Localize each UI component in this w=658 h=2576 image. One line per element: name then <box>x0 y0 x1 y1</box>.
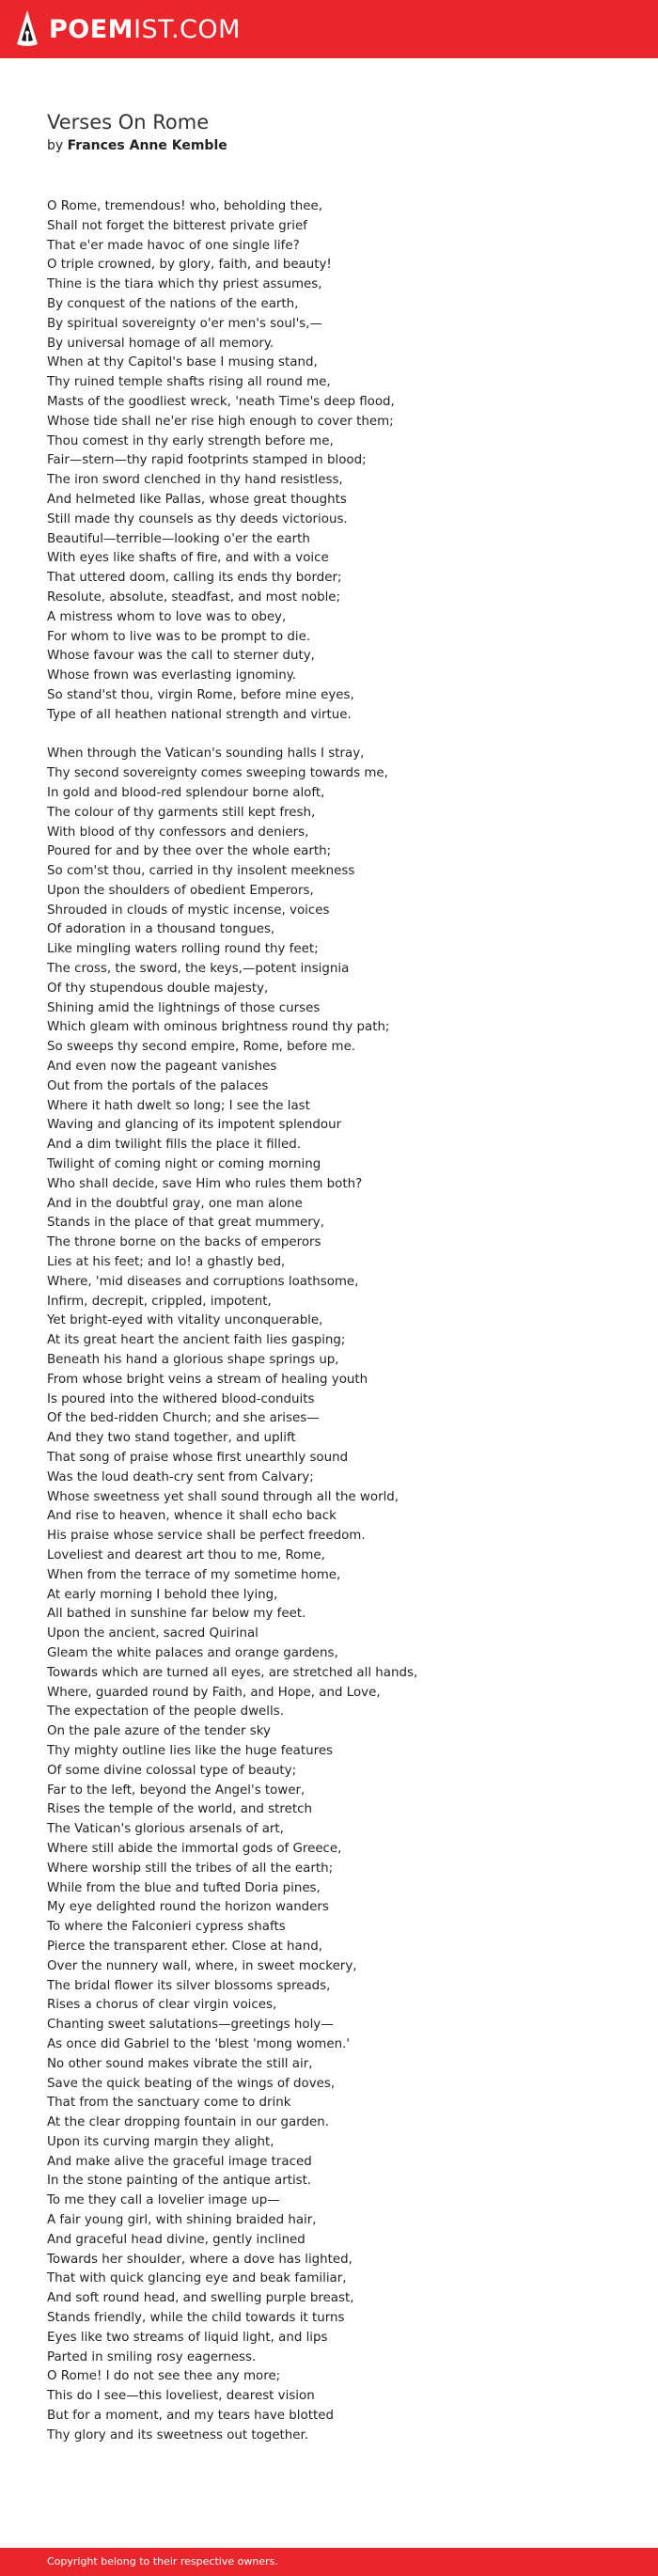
poem-line: Over the nunnery wall, where, in sweet mockery, <box>47 1958 357 1973</box>
poem-line: Beneath his hand a glorious shape springs up, <box>47 1353 339 1368</box>
poem-line: Where worship still the tribes of all the earth; <box>47 1861 334 1876</box>
poem-line: Gleam the white palaces and orange gardens, <box>47 1645 338 1660</box>
poem-line: Where, guarded round by Faith, and Hope, and Love, <box>47 1685 381 1700</box>
poem-line: Yet bright-eyed with vitality unconquerable, <box>47 1313 323 1328</box>
poem-line: When through the Vatican's sounding halls I stray, <box>47 746 365 762</box>
poem-line: To where the Falconieri cypress shafts <box>47 1920 286 1935</box>
poem-line: Masts of the goodliest wreck, 'neath Time's deep flood, <box>47 394 395 409</box>
poem-line: Which gleam with ominous brightness round thy path; <box>47 1020 390 1035</box>
site-footer <box>0 2548 658 2576</box>
poem-line: Where, 'mid diseases and corruptions loathsome, <box>47 1274 359 1289</box>
poem-line: Lies at his feet; and lo! a ghastly bed, <box>47 1255 286 1270</box>
poem-line: Whose frown was everlasting ignominy. <box>47 668 297 683</box>
poem-line: Who shall decide, save Him who rules them both? <box>47 1176 363 1191</box>
poem-line: Beautiful—terrible—looking o'er the earth <box>47 531 310 546</box>
poem-line: Rises a chorus of clear virgin voices, <box>47 1998 277 2013</box>
poem-line: Type of all heathen national strength and virtue. <box>47 707 352 722</box>
poem-line: And a dim twilight fills the place it filled. <box>47 1138 301 1153</box>
poem-line: That from the sanctuary come to drink <box>47 2096 291 2111</box>
poem-line: And even now the pageant vanishes <box>47 1060 277 1075</box>
poem-line: So com'st thou, carried in thy insolent meekness <box>47 864 355 879</box>
poem-line: In the stone painting of the antique artist. <box>47 2174 312 2189</box>
poem-line: Thy mighty outline lies like the huge features <box>47 1743 334 1758</box>
poem-line: Of thy stupendous double majesty, <box>47 981 269 996</box>
poem-line: When at thy Capitol's base I musing stand, <box>47 355 318 370</box>
brand-bold: POEM <box>49 14 134 44</box>
poem-line: Shining amid the lightnings of those curses <box>47 1000 321 1015</box>
poem-line: A fair young girl, with shining braided hair, <box>47 2213 317 2228</box>
poem-line: As once did Gabriel to the 'blest 'mong women.' <box>47 2036 350 2051</box>
poem-line: Resolute, absolute, steadfast, and most noble; <box>47 589 341 605</box>
poem-line: Still made thy counsels as thy deeds victorious. <box>47 511 348 526</box>
poem-line: Like mingling waters rolling round thy feet; <box>47 942 319 957</box>
poem-line: Out from the portals of the palaces <box>47 1078 269 1093</box>
poem-line: With eyes like shafts of fire, and with a voice <box>47 551 329 566</box>
poem-line: Poured for and by thee over the whole earth; <box>47 844 332 859</box>
poem-line: Thy second sovereignty comes sweeping towards me, <box>47 766 388 781</box>
poem-line: That song of praise whose first unearthly sound <box>47 1451 349 1465</box>
poem-line: The bridal flower its silver blossoms spreads, <box>47 1978 331 1993</box>
poem-line: Fair—stern—thy rapid footprints stamped in blood; <box>47 453 367 468</box>
poem-line: Twilight of coming night or coming morning <box>47 1157 321 1172</box>
poem-line: The Vatican's glorious arsenals of art, <box>47 1822 284 1837</box>
stanza-break <box>47 726 630 746</box>
poem-line: And make alive the graceful image traced <box>47 2154 312 2169</box>
poem-line: The iron sword clenched in thy hand resistless, <box>47 473 343 488</box>
poem-line: At its great heart the ancient faith lies gasping; <box>47 1333 346 1348</box>
byline-prefix: by <box>47 138 64 153</box>
poem-title: Verses On Rome <box>47 111 210 134</box>
poem-line: My eye delighted round the horizon wanders <box>47 1900 329 1915</box>
poem-line: Loveliest and dearest art thou to me, Rome, <box>47 1547 325 1563</box>
poem-line: O Rome! I do not see thee any more; <box>47 2369 281 2384</box>
poem-line: And graceful head divine, gently inclined <box>47 2232 306 2247</box>
poem-line: Upon the shoulders of obedient Emperors, <box>47 883 314 898</box>
poem-line: The throne borne on the backs of emperors <box>47 1235 321 1250</box>
poem-line: To me they call a lovelier image up— <box>47 2193 280 2208</box>
poem-line: Eyes like two streams of liquid light, and lips <box>47 2330 328 2345</box>
poem-line: Towards her shoulder, where a dove has lighted, <box>47 2252 352 2267</box>
poem-line: In gold and blood-red splendour borne aloft, <box>47 785 325 800</box>
poem-line: On the pale azure of the tender sky <box>47 1724 271 1739</box>
poem-line: And they two stand together, and uplift <box>47 1431 296 1446</box>
poem-line: Whose tide shall ne'er rise high enough to cover them; <box>47 414 394 429</box>
byline <box>47 136 630 155</box>
poem-line: Where still abide the immortal gods of Greece, <box>47 1841 342 1856</box>
poem-line: Whose favour was the call to sterner duty, <box>47 649 315 664</box>
poem-line: By conquest of the nations of the earth, <box>47 296 299 311</box>
poem-line: His praise whose service shall be perfect freedom. <box>47 1529 366 1544</box>
poem-line: Waving and glancing of its impotent splendour <box>47 1118 342 1133</box>
poem-line: And rise to heaven, whence it shall echo back <box>47 1509 337 1524</box>
poem-line: That e'er made havoc of one single life? <box>47 238 300 253</box>
brand-light: IST.COM <box>133 14 241 44</box>
poem-line: Where it hath dwelt so long; I see the last <box>47 1098 310 1113</box>
poem-line: Thou comest in thy early strength before me, <box>47 433 334 448</box>
poem-line: Parted in smiling rosy eagerness. <box>47 2349 257 2364</box>
poem-line: Whose sweetness yet shall sound through all the world, <box>47 1489 400 1504</box>
poem-line: Of some divine colossal type of beauty; <box>47 1763 297 1778</box>
poem-body <box>47 197 630 2446</box>
poem-line: Is poured into the withered blood-conduits <box>47 1391 315 1406</box>
poem-line: Pierce the transparent ether. Close at hand, <box>47 1939 322 1954</box>
poem-line: Infirm, decrepit, crippled, impotent, <box>47 1294 272 1309</box>
poem-line: This do I see—this loveliest, dearest vision <box>47 2389 315 2404</box>
poem-line: And in the doubtful gray, one man alone <box>47 1196 303 1211</box>
poem-line: Save the quick beating of the wings of doves, <box>47 2076 336 2091</box>
poem-line: The colour of thy garments still kept fresh, <box>47 805 316 820</box>
site-logo[interactable] <box>49 14 241 44</box>
poem-line: A mistress whom to love was to obey, <box>47 609 287 624</box>
poem-line: Stands in the place of that great mummery, <box>47 1216 324 1231</box>
poem-line: At the clear dropping fountain in our garden. <box>47 2115 329 2130</box>
poem-line: Rises the temple of the world, and stretch <box>47 1802 312 1817</box>
poem-line: By spiritual sovereignty o'er men's soul's,— <box>47 316 322 331</box>
poem-line: And helmeted like Pallas, whose great thoughts <box>47 492 347 507</box>
poem-line: With blood of thy confessors and deniers, <box>47 825 309 840</box>
poem-line: O triple crowned, by glory, faith, and beauty! <box>47 258 332 273</box>
poem-line: Was the loud death-cry sent from Calvary; <box>47 1469 314 1484</box>
poem-line: So sweeps thy second empire, Rome, before me. <box>47 1040 356 1055</box>
poem-content <box>47 109 630 2446</box>
poem-line: Shall not forget the bitterest private grief <box>47 218 307 233</box>
site-header <box>0 0 658 58</box>
poem-line: While from the blue and tufted Doria pines, <box>47 1880 321 1895</box>
poem-line: That uttered doom, calling its ends thy border; <box>47 571 342 586</box>
poem-line: That with quick glancing eye and beak familiar, <box>47 2271 347 2286</box>
poem-line: Of adoration in a thousand tongues, <box>47 922 275 937</box>
poem-line: Thine is the tiara which thy priest assumes, <box>47 277 322 292</box>
poem-line: Thy glory and its sweetness out together. <box>47 2427 309 2442</box>
poem-line: At early morning I behold thee lying, <box>47 1587 278 1602</box>
stanza <box>47 745 630 2445</box>
poem-line: By universal homage of all memory. <box>47 336 274 351</box>
poem-line: O Rome, tremendous! who, beholding thee, <box>47 199 322 213</box>
poem-line: All bathed in sunshine far below my feet. <box>47 1607 306 1622</box>
poem-line: Shrouded in clouds of mystic incense, voices <box>47 903 330 918</box>
poem-line: Stands friendly, while the child towards it turns <box>47 2311 345 2326</box>
poem-line: For whom to live was to be prompt to die. <box>47 629 311 644</box>
poem-line: Upon its curving margin they alight, <box>47 2134 274 2149</box>
poem-line: Towards which are turned all eyes, are stretched all hands, <box>47 1665 418 1680</box>
poem-line: So stand'st thou, virgin Rome, before mine eyes, <box>47 687 354 702</box>
poem-line: The expectation of the people dwells. <box>47 1704 284 1720</box>
pen-nib-icon[interactable] <box>15 8 39 50</box>
copyright-notice: Copyright belong to their respective owners. <box>47 2555 278 2568</box>
poem-line: The cross, the sword, the keys,—potent insignia <box>47 962 350 977</box>
poem-line: Thy ruined temple shafts rising all round me, <box>47 375 331 390</box>
poem-line: When from the terrace of my sometime home, <box>47 1567 341 1582</box>
poem-line: Far to the left, beyond the Angel's tower, <box>47 1783 306 1798</box>
poem-line: No other sound makes vibrate the still air, <box>47 2056 313 2071</box>
poem-line: Upon the ancient, sacred Quirinal <box>47 1626 258 1641</box>
poem-line: And soft round head, and swelling purple breast, <box>47 2291 354 2306</box>
author-link[interactable]: Frances Anne Kemble <box>67 138 227 153</box>
poem-line: From whose bright veins a stream of healing youth <box>47 1372 368 1387</box>
poem-line: But for a moment, and my tears have blotted <box>47 2409 334 2424</box>
stanza <box>47 197 630 726</box>
poem-line: Chanting sweet salutations—greetings holy— <box>47 2018 334 2033</box>
poem-line: Of the bed-ridden Church; and she arises— <box>47 1411 320 1426</box>
